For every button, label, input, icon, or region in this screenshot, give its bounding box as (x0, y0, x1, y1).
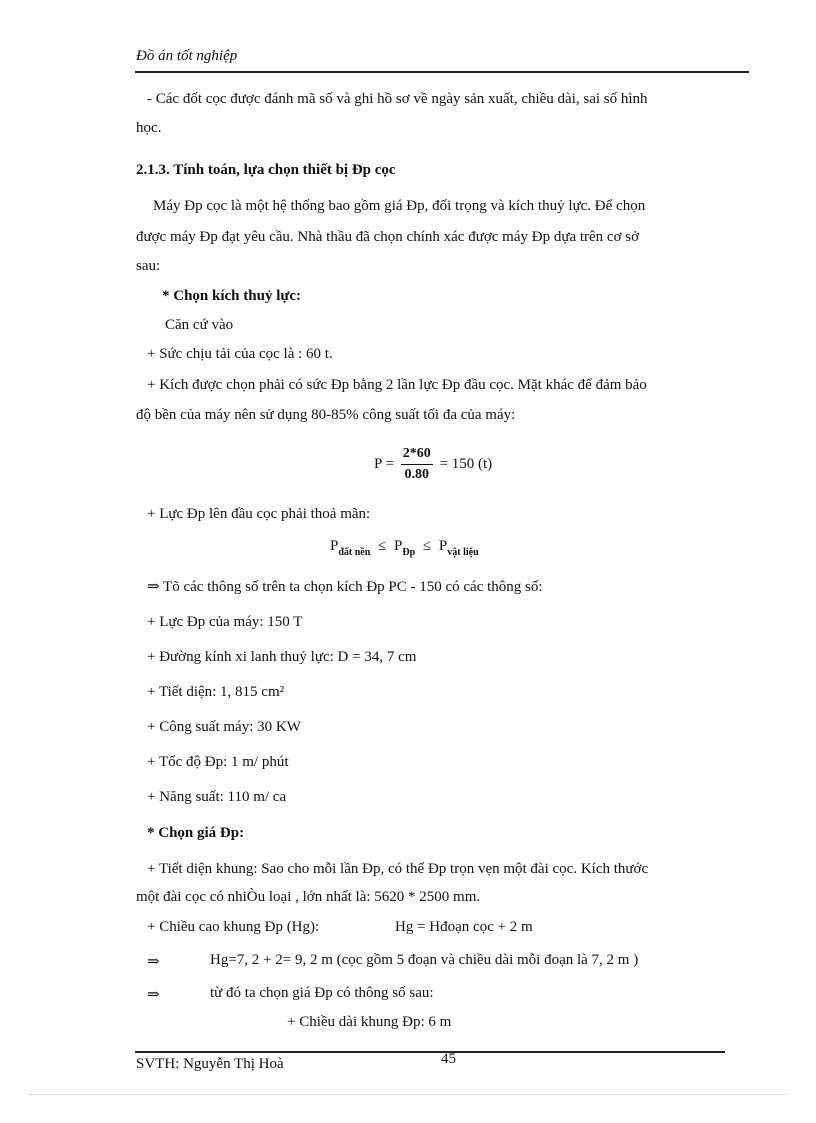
implies-arrow: ⇒ (147, 954, 160, 970)
footer-rule (135, 1051, 725, 1053)
text-line: Máy Đp cọc là một hệ thống bao gồm giá Đp, đối trọng và kích thuỷ lực. Để chọn (153, 198, 646, 214)
text-line: + Chiều cao khung Đp (Hg): (147, 919, 320, 935)
formula-lhs: P = (374, 455, 394, 472)
formula-fraction (401, 446, 433, 483)
text-line: + Chiều dài khung Đp: 6 m (287, 1014, 452, 1030)
text-line: học. (136, 120, 162, 136)
page-number: 45 (441, 1051, 456, 1067)
implies-arrow: ⇒ (147, 987, 160, 1003)
text-line: ⇒ Tõ các thông số trên ta chọn kích Đp PC - 150 có các thông số: (147, 579, 543, 595)
text-line: Hg=7, 2 + 2= 9, 2 m (cọc gồm 5 đoạn và chiều dài mỗi đoạn là 7, 2 m ) (210, 952, 639, 968)
fraction-denominator: 0.80 (404, 467, 429, 482)
spec-item: + Năng suất: 110 m/ ca (147, 789, 287, 805)
formula-frame-height: Hg = Hđoạn cọc + 2 m (395, 919, 533, 935)
text-line: Căn cứ vào (165, 317, 234, 333)
spec-item: + Lực Đp của máy: 150 T (147, 614, 303, 630)
text-line: một đài cọc có nhiÒu loại , lớn nhất là: 5620 * 2500 mm. (136, 889, 481, 905)
spec-item: + Đường kính xi lanh thuỷ lực: D = 34, 7 cm (147, 649, 417, 665)
text-line: được máy Đp đạt yêu cầu. Nhà thầu đã chọn chính xác được máy Đp dựa trên cơ sở (136, 229, 640, 245)
formula-inequality: $P_{đất nền} \le P_{Đp} \le P_{vật liệu}$ (330, 538, 479, 558)
formula-force (374, 446, 492, 483)
text-line: + Kích được chọn phải có sức Đp bằng 2 lần lực Đp đầu cọc. Mặt khác để đảm bảo (147, 377, 647, 393)
header-rule (135, 71, 749, 73)
text-line: - Các đốt cọc được đánh mã số và ghi hồ sơ về ngày sản xuất, chiều dài, sai số hình (147, 91, 648, 107)
spec-item: + Công suất máy: 30 KW (147, 719, 301, 735)
fraction-numerator: 2*60 (401, 446, 433, 465)
text-line: độ bền của máy nên sử dụng 80-85% công suất tối đa của máy: (136, 407, 516, 423)
formula-rhs: = 150 (t) (439, 455, 493, 472)
text-line: từ đó ta chọn giá Đp có thông số sau: (210, 985, 434, 1001)
document-header: Đồ án tốt nghiệp (136, 48, 238, 64)
subheading-hydraulic-jack: * Chọn kích thuỷ lực: (162, 288, 302, 304)
text-line: + Sức chịu tải của cọc là : 60 t. (147, 346, 333, 362)
page-edge-divider (28, 1094, 788, 1095)
spec-item: + Tiết diện: 1, 815 cm² (147, 684, 285, 700)
text-line: + Tiết diện khung: Sao cho mỗi lần Đp, có thể Đp trọn vẹn một đài cọc. Kích thước (147, 861, 649, 877)
text-line: + Lực Đp lên đầu cọc phải thoả mãn: (147, 506, 371, 522)
section-heading: 2.1.3. Tính toán, lựa chọn thiết bị Đp cọc (136, 162, 396, 178)
subheading-frame: * Chọn giá Đp: (147, 825, 245, 841)
spec-item: + Tốc độ Đp: 1 m/ phút (147, 754, 289, 770)
text-line: sau: (136, 258, 161, 274)
footer-author: SVTH: Nguyễn Thị Hoà (136, 1056, 284, 1072)
